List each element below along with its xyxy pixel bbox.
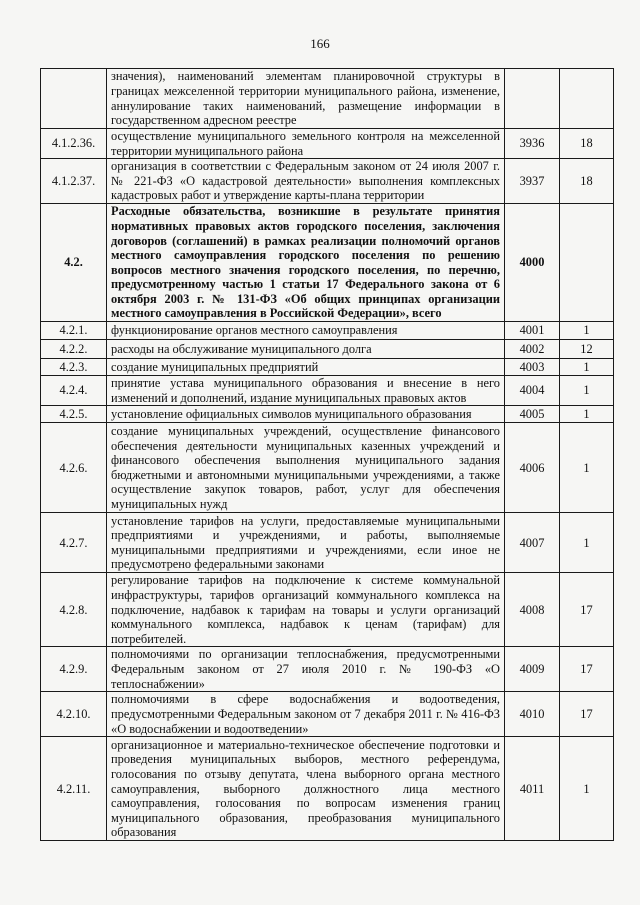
row-number: 4006: [505, 423, 560, 513]
row-code: 4.2.5.: [41, 406, 107, 423]
row-count: 1: [560, 376, 614, 406]
row-code: 4.2.9.: [41, 647, 107, 692]
expenditure-table: [40, 68, 614, 841]
table-row: [41, 322, 614, 340]
row-description: функционирование органов местного самоуправления: [107, 322, 505, 340]
table-row: [41, 69, 614, 129]
table-row: [41, 737, 614, 841]
row-code: [41, 69, 107, 129]
row-number: 4011: [505, 737, 560, 841]
row-code: 4.2.8.: [41, 573, 107, 647]
row-code: 4.2.11.: [41, 737, 107, 841]
row-description: установление официальных символов муниципального образования: [107, 406, 505, 423]
row-description: расходы на обслуживание муниципального долга: [107, 340, 505, 359]
row-count: 1: [560, 737, 614, 841]
row-code: 4.1.2.36.: [41, 129, 107, 159]
row-number: 4005: [505, 406, 560, 423]
row-count: 1: [560, 406, 614, 423]
row-count: 18: [560, 159, 614, 204]
row-count: 1: [560, 513, 614, 573]
table-row: [41, 692, 614, 737]
row-description: установление тарифов на услуги, предоставляемые муниципальными предприятиями и учреждениями, и работы, выполняемые муниципальными предприятиями и учреждениями, если иное не предусмотрено федеральными законами: [107, 513, 505, 573]
table-row: [41, 359, 614, 376]
table-row: [41, 376, 614, 406]
row-code: 4.2.2.: [41, 340, 107, 359]
row-description: принятие устава муниципального образования и внесение в него изменений и дополнений, издание муниципальных правовых актов: [107, 376, 505, 406]
row-description: полномочиями по организации теплоснабжения, предусмотренными Федеральным законом от 27 июля 2010 г. № 190-ФЗ «О теплоснабжении»: [107, 647, 505, 692]
row-number: 4003: [505, 359, 560, 376]
row-description: значения), наименований элементам планировочной структуры в границах межселенной территории муниципального района, изменение, аннулирование таких наименований, размещение информации в государственном адресном реестре: [107, 69, 505, 129]
row-count: 17: [560, 647, 614, 692]
row-count: 1: [560, 423, 614, 513]
row-description: создание муниципальных учреждений, осуществление финансового обеспечения деятельности муниципальных казенных учреждений и финансового обеспечения выполнения муниципального задания бюджетными и автономными муниципальными учреждениями, а также осуществление закупок товаров, работ, услуг для обеспечения муниципальных нужд: [107, 423, 505, 513]
row-description: создание муниципальных предприятий: [107, 359, 505, 376]
table-row: [41, 406, 614, 423]
table-row: [41, 159, 614, 204]
row-number: 4007: [505, 513, 560, 573]
row-description: осуществление муниципального земельного контроля на межселенной территории муниципального района: [107, 129, 505, 159]
row-count: 17: [560, 573, 614, 647]
row-number: 3936: [505, 129, 560, 159]
row-number: 4009: [505, 647, 560, 692]
row-code: 4.2.7.: [41, 513, 107, 573]
row-description: организационное и материально-техническое обеспечение подготовки и проведения муниципальных выборов, местного референдума, голосования по отзыву депутата, члена выборного органа местного самоуправления, выборного должностного лица местного самоуправления, голосования по вопросам изменения границ муниципального образования, преобразования муниципального образования: [107, 737, 505, 841]
table-row: [41, 340, 614, 359]
row-count: 1: [560, 359, 614, 376]
table-row: [41, 423, 614, 513]
row-description: полномочиями в сфере водоснабжения и водоотведения, предусмотренными Федеральным законом от 7 декабря 2011 г. № 416-ФЗ «О водоснабжении и водоотведении»: [107, 692, 505, 737]
row-count: [560, 204, 614, 322]
row-number: 3937: [505, 159, 560, 204]
row-count: 12: [560, 340, 614, 359]
row-count: [560, 69, 614, 129]
table-row: [41, 129, 614, 159]
row-code: 4.1.2.37.: [41, 159, 107, 204]
row-number: 4004: [505, 376, 560, 406]
row-code: 4.2.3.: [41, 359, 107, 376]
row-description: Расходные обязательства, возникшие в результате принятия нормативных правовых актов городского поселения, заключения договоров (соглашений) в рамках реализации полномочий органов местного самоуправления городского поселения по решению вопросов местного значения городского поселения, по перечню, предусмотренному частью 1 статьи 17 Федерального закона от 6 октября 2003 г. № 131-ФЗ «Об общих принципах организации местного самоуправления в Российской Федерации», всего: [107, 204, 505, 322]
table-row: [41, 513, 614, 573]
table-row: [41, 573, 614, 647]
row-code: 4.2.: [41, 204, 107, 322]
row-number: 4000: [505, 204, 560, 322]
row-code: 4.2.4.: [41, 376, 107, 406]
row-description: регулирование тарифов на подключение к системе коммунальной инфраструктуры, тарифов организаций коммунального комплекса на подключение, надбавок к тарифам на товары и услуги организаций коммунального комплекса, надбавок к ценам (тарифам) для потребителей.: [107, 573, 505, 647]
table-row: [41, 204, 614, 322]
row-number: 4001: [505, 322, 560, 340]
row-description: организация в соответствии с Федеральным законом от 24 июля 2007 г. № 221-ФЗ «О кадастровой деятельности» выполнения комплексных кадастровых работ и утверждение карты-плана территории: [107, 159, 505, 204]
row-number: 4002: [505, 340, 560, 359]
page-number: 166: [310, 36, 330, 51]
row-count: 17: [560, 692, 614, 737]
row-count: 18: [560, 129, 614, 159]
row-number: [505, 69, 560, 129]
row-number: 4010: [505, 692, 560, 737]
row-count: 1: [560, 322, 614, 340]
table-row: [41, 647, 614, 692]
row-code: 4.2.6.: [41, 423, 107, 513]
row-code: 4.2.1.: [41, 322, 107, 340]
row-number: 4008: [505, 573, 560, 647]
row-code: 4.2.10.: [41, 692, 107, 737]
